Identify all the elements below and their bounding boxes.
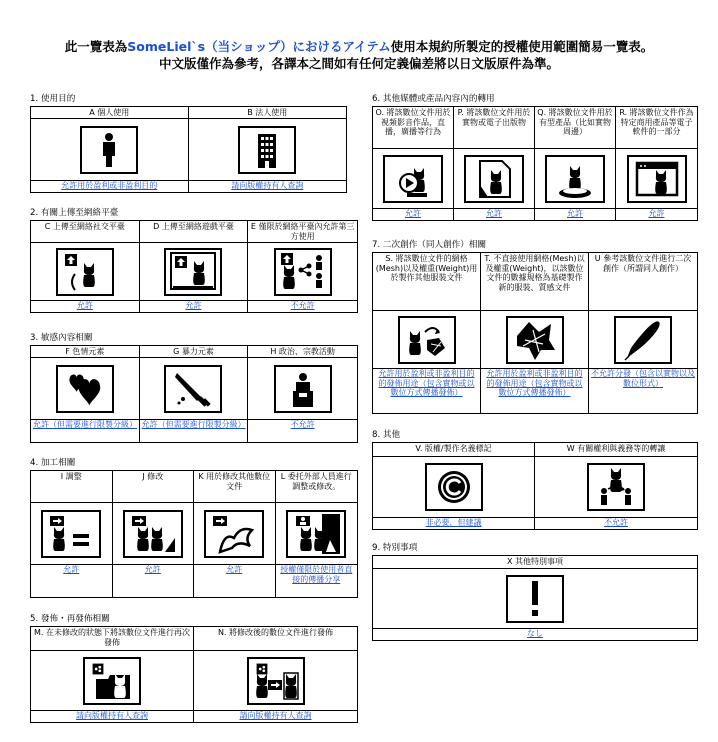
copyright-icon <box>425 463 483 511</box>
person-icon <box>80 126 138 174</box>
permission-link[interactable]: 不允許 <box>290 420 315 429</box>
section-label: 6. 其他媒體或產品內容內的轉用 <box>372 94 495 104</box>
cell-d-game-upload: D 上傳至網絡遊戲平臺 允許 <box>140 221 249 312</box>
permission-link[interactable]: 允許（但需要進行限製分級） <box>141 420 246 429</box>
mesh-icon <box>398 316 456 364</box>
cell-p-publication: P. 將該數位文件用於實物或電子出版物 允許 <box>454 107 535 220</box>
hearts-icon <box>56 365 114 413</box>
permission-link[interactable]: 允許用於盈利或非盈利目的 <box>61 181 158 190</box>
cell-h-politics-religion: H 政治、宗教活動 不允許 <box>248 346 357 442</box>
section-other <box>372 430 698 530</box>
permission-link[interactable]: 非必要，但建議 <box>425 518 482 527</box>
cell-b-corporate-use: B 法人使用 請向版權持有人查詢 <box>189 107 347 192</box>
cell-k-modify-other: K 用於修改其他數位文件 允許 <box>194 471 276 597</box>
upload-game-icon <box>164 248 222 296</box>
permission-link[interactable]: 不允許分發（包含以實物以及數位形式） <box>591 369 695 388</box>
permission-link[interactable]: 允許 <box>63 565 80 574</box>
cell-i-adjust: I 調整 允許 <box>31 471 113 597</box>
cell-t-new-clothing: T. 不直接使用網格(Mesh)以及權重(Weight)，以該數位文件的數據規格為基礎製作新的服裝、質感文件 允許用於盈利或非盈利目的的發佈用途（包含實物或以數位方式傳播發佈） <box>481 253 589 413</box>
section-media-reuse <box>372 94 698 221</box>
software-icon <box>627 155 687 203</box>
outsource-icon <box>286 510 346 558</box>
section-label: 8. 其他 <box>372 430 401 440</box>
permission-link[interactable]: 允許 <box>185 301 202 310</box>
pen-icon <box>614 316 672 364</box>
cell-r-software: R. 將該數位文件作為特定商用產品等電子軟件的一部分 允許 <box>616 107 697 220</box>
page-subtitle: 中文版僅作為參考，各譯本之間如有任何定義偏差將以日文版原件為準。 <box>158 56 559 71</box>
permission-link[interactable]: 請向版權持有人查詢 <box>76 711 148 720</box>
modify-icon <box>123 510 183 558</box>
exclamation-icon <box>506 575 564 623</box>
cell-f-sexual: F 色情元素 允許（但需要進行限製分級） <box>31 346 140 442</box>
cell-q-merchandise: Q. 將該數位文件用於有型產品（比如實物周邊） 允許 <box>535 107 616 220</box>
cell-g-violence: G 暴力元素 允許（但需要進行限製分級） <box>140 346 249 442</box>
permission-link[interactable]: 允許（但需要進行限製分級） <box>33 420 137 429</box>
section-label: 1. 使用目的 <box>30 94 76 104</box>
cell-v-copyright: V. 版權/製作名義標記 非必要，但建議 <box>373 443 535 529</box>
section-processing <box>30 458 358 598</box>
section-label: 9. 特別事項 <box>372 543 418 553</box>
shop-brand: SomeLiel`s（当ショップ）におけるアイテム <box>127 39 391 54</box>
permission-link[interactable]: 不允許 <box>604 518 628 527</box>
upload-cat-icon <box>56 248 114 296</box>
section-label: 4. 加工相關 <box>30 458 76 468</box>
section-derivative-works <box>372 240 698 414</box>
distribute-modified-icon <box>247 657 305 705</box>
redistribute-icon <box>83 657 141 705</box>
permission-link[interactable]: 允許 <box>405 209 421 218</box>
section-special-notes <box>372 543 698 641</box>
adjust-icon <box>41 510 101 558</box>
cell-n-distribute-modified: N. 將修改後的數位文件進行發佈 請向版權持有人查詢 <box>194 627 357 722</box>
cell-m-redistribute: M. 在未修改的狀態下將該數位文件進行再次發佈 請向版權持有人查詢 <box>31 627 194 722</box>
section-label: 5. 發佈・再發佈相關 <box>30 614 110 624</box>
permission-link[interactable]: 不允許 <box>290 301 315 310</box>
permission-link[interactable]: なし <box>527 629 543 638</box>
permission-link[interactable]: 允許用於盈利或非盈利目的的發佈用途（包含實物或以數位方式傳播發佈） <box>486 369 583 397</box>
section-label: 3. 敏感內容相關 <box>30 333 93 343</box>
section-label: 7. 二次創作（同人創作）相關 <box>372 240 487 250</box>
permission-link[interactable]: 允許 <box>567 209 583 218</box>
cell-s-mesh-weight: S. 將該數位文件的網格(Mesh)以及權重(Weight)用於製作其他服裝文件 允許用於盈利或非盈利目的的發佈用途（包含實物或以數位方式傳播發佈） <box>373 253 481 413</box>
permission-link[interactable]: 授權僅限於使用者直接的傳播分享 <box>280 565 353 584</box>
section-sensitive-content <box>30 333 358 443</box>
permission-link[interactable]: 允許 <box>144 565 161 574</box>
merch-icon <box>545 155 605 203</box>
section-distribution <box>30 614 358 723</box>
section-upload-platform <box>30 208 358 313</box>
cell-j-modify: J 修改 允許 <box>113 471 195 597</box>
publication-icon <box>464 155 524 203</box>
cell-o-video: O. 將該數位文件用於視頻影音作品，直播，廣播等行為 允許 <box>373 107 454 220</box>
cell-l-outsource: L 委托外部人員進行調整或修改。 授權僅限於使用者直接的傳播分享 <box>276 471 358 597</box>
cell-c-social-upload: C 上傳至網絡社交平臺 允許 <box>31 221 140 312</box>
permission-link[interactable]: 允許 <box>648 209 665 218</box>
cell-u-fan-creation: U 參考該數位文件進行二次創作（所謂同人創作） 不允許分發（包含以實物以及數位形式） <box>589 253 697 413</box>
cell-e-third-party: E 僅限於網絡平臺內允許第三方使用 不允許 <box>248 221 357 312</box>
page-title: 此一覽表為SomeLiel`s（当ショップ）におけるアイテム使用本規約所製定的授權使用範圍簡易一覽表。 中文版僅作為參考，各譯本之間如有任何定義偏差將以日文版原件為準。 <box>0 38 718 72</box>
cell-a-personal-use: A 個人使用 允許用於盈利或非盈利目的 <box>31 107 189 192</box>
podium-icon <box>274 365 332 413</box>
modify-other-icon <box>204 510 264 558</box>
texture-icon <box>506 316 564 364</box>
permission-link[interactable]: 允許 <box>226 565 243 574</box>
transfer-icon <box>587 463 645 511</box>
video-icon <box>383 155 443 203</box>
building-icon <box>238 126 296 174</box>
cell-x-special: X 其他特別事項 なし <box>373 556 697 640</box>
permission-link[interactable]: 允許用於盈利或非盈利目的的發佈用途（包含實物或以數位方式傳播發佈） <box>378 369 475 397</box>
section-label: 2. 有關上傳至網絡平臺 <box>30 208 119 218</box>
permission-link[interactable]: 允許 <box>76 301 93 310</box>
cell-w-rights-transfer: W 有關權利與義務等的轉讓 不允許 <box>535 443 697 529</box>
permission-link[interactable]: 允許 <box>486 209 502 218</box>
section-usage-purpose <box>30 94 347 193</box>
permission-link[interactable]: 請向版權持有人查詢 <box>231 181 304 190</box>
share-third-party-icon <box>274 248 332 296</box>
permission-link[interactable]: 請向版權持有人查詢 <box>239 711 312 720</box>
knife-icon <box>164 365 222 413</box>
